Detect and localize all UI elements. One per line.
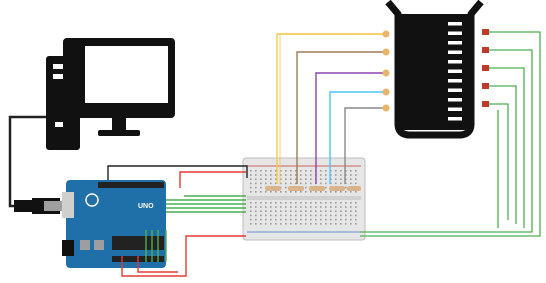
breadboard-hole <box>325 219 327 221</box>
breadboard-hole <box>350 215 352 217</box>
breadboard-hole <box>335 202 337 204</box>
breadboard-hole <box>345 206 347 208</box>
breadboard-hole <box>260 170 262 172</box>
breadboard-hole <box>310 210 312 212</box>
breadboard-hole <box>265 170 267 172</box>
breadboard-hole <box>320 219 322 221</box>
breadboard-hole <box>290 215 292 217</box>
breadboard-hole <box>275 191 277 193</box>
breadboard-hole <box>305 178 307 180</box>
breadboard-hole <box>335 183 337 185</box>
breadboard-hole <box>290 210 292 212</box>
breadboard-hole <box>265 191 267 193</box>
breadboard-hole <box>275 215 277 217</box>
breadboard-hole <box>335 170 337 172</box>
breadboard-hole <box>325 210 327 212</box>
level-mark <box>448 98 462 102</box>
breadboard-hole <box>320 202 322 204</box>
breadboard-hole <box>345 191 347 193</box>
breadboard-hole <box>350 206 352 208</box>
breadboard-hole <box>280 210 282 212</box>
breadboard-hole <box>340 210 342 212</box>
level-mark <box>448 79 462 83</box>
breadboard-hole <box>260 178 262 180</box>
breadboard-hole <box>265 178 267 180</box>
breadboard-hole <box>310 191 312 193</box>
breadboard-hole <box>345 215 347 217</box>
breadboard-hole <box>285 206 287 208</box>
photoresistors <box>383 31 390 112</box>
breadboard-hole <box>330 219 332 221</box>
breadboard-hole <box>270 174 272 176</box>
breadboard-hole <box>280 191 282 193</box>
breadboard-hole <box>325 170 327 172</box>
breadboard-hole <box>305 202 307 204</box>
breadboard-hole <box>350 178 352 180</box>
breadboard-hole <box>295 202 297 204</box>
breadboard-hole <box>295 215 297 217</box>
breadboard-hole <box>290 174 292 176</box>
breadboard-hole <box>260 219 262 221</box>
breadboard-hole <box>310 178 312 180</box>
breadboard-hole <box>325 187 327 189</box>
breadboard-hole <box>295 206 297 208</box>
breadboard-hole <box>310 223 312 225</box>
breadboard-hole <box>260 210 262 212</box>
breadboard-hole <box>260 223 262 225</box>
breadboard-hole <box>355 210 357 212</box>
breadboard-hole <box>340 191 342 193</box>
breadboard-hole <box>345 210 347 212</box>
level-mark <box>448 89 462 93</box>
breadboard-hole <box>265 174 267 176</box>
breadboard-hole <box>295 219 297 221</box>
breadboard-hole <box>305 210 307 212</box>
breadboard-hole <box>355 223 357 225</box>
breadboard-hole <box>275 219 277 221</box>
breadboard-hole <box>355 219 357 221</box>
breadboard-hole <box>330 215 332 217</box>
breadboard-hole <box>320 174 322 176</box>
breadboard-hole <box>300 210 302 212</box>
breadboard-hole <box>290 219 292 221</box>
breadboard-hole <box>265 219 267 221</box>
breadboard-hole <box>355 174 357 176</box>
level-mark <box>448 108 462 112</box>
breadboard-hole <box>280 206 282 208</box>
breadboard-hole <box>350 219 352 221</box>
breadboard-hole <box>310 183 312 185</box>
level-sensors <box>482 29 489 107</box>
breadboard-hole <box>295 210 297 212</box>
breadboard-hole <box>320 170 322 172</box>
breadboard-hole <box>270 191 272 193</box>
breadboard-hole <box>335 219 337 221</box>
breadboard-hole <box>350 223 352 225</box>
breadboard-hole <box>260 174 262 176</box>
breadboard-hole <box>290 178 292 180</box>
breadboard-hole <box>255 183 257 185</box>
breadboard-hole <box>250 191 252 193</box>
breadboard-hole <box>285 187 287 189</box>
breadboard-hole <box>310 219 312 221</box>
breadboard-hole <box>340 178 342 180</box>
breadboard-hole <box>280 223 282 225</box>
breadboard-hole <box>305 170 307 172</box>
breadboard-hole <box>300 202 302 204</box>
breadboard-hole <box>315 215 317 217</box>
breadboard-hole <box>300 174 302 176</box>
breadboard-hole <box>280 215 282 217</box>
breadboard-hole <box>260 215 262 217</box>
breadboard-hole <box>315 202 317 204</box>
breadboard-hole <box>355 170 357 172</box>
breadboard-hole <box>330 210 332 212</box>
breadboard-hole <box>300 215 302 217</box>
breadboard-hole <box>335 178 337 180</box>
breadboard-hole <box>255 219 257 221</box>
beaker-level-gauge-icon <box>388 2 481 135</box>
breadboard-hole <box>345 223 347 225</box>
breadboard-hole <box>275 206 277 208</box>
breadboard-hole <box>255 202 257 204</box>
breadboard-hole <box>285 202 287 204</box>
breadboard-hole <box>250 215 252 217</box>
breadboard-hole <box>255 178 257 180</box>
breadboard-hole <box>270 219 272 221</box>
breadboard-hole <box>305 223 307 225</box>
breadboard-hole <box>305 215 307 217</box>
breadboard-hole <box>340 215 342 217</box>
level-mark <box>448 41 462 45</box>
breadboard-hole <box>320 210 322 212</box>
breadboard-hole <box>330 206 332 208</box>
breadboard-hole <box>310 206 312 208</box>
breadboard-hole <box>270 210 272 212</box>
breadboard-hole <box>320 206 322 208</box>
breadboard-hole <box>250 178 252 180</box>
level-mark <box>448 32 462 36</box>
breadboard-hole <box>255 210 257 212</box>
breadboard-hole <box>260 202 262 204</box>
breadboard-hole <box>310 202 312 204</box>
breadboard-hole <box>270 170 272 172</box>
breadboard-hole <box>320 178 322 180</box>
breadboard-hole <box>355 183 357 185</box>
breadboard-hole <box>260 187 262 189</box>
breadboard-hole <box>270 183 272 185</box>
breadboard-hole <box>270 202 272 204</box>
breadboard-hole <box>275 202 277 204</box>
breadboard-hole <box>275 210 277 212</box>
breadboard-hole <box>310 174 312 176</box>
breadboard-hole <box>290 202 292 204</box>
breadboard-hole <box>340 223 342 225</box>
breadboard-hole <box>325 223 327 225</box>
breadboard-hole <box>305 174 307 176</box>
breadboard-hole <box>265 202 267 204</box>
breadboard-hole <box>340 219 342 221</box>
breadboard-hole <box>325 174 327 176</box>
breadboard-hole <box>290 223 292 225</box>
level-mark <box>448 22 462 26</box>
breadboard-hole <box>285 178 287 180</box>
breadboard-hole <box>355 191 357 193</box>
breadboard-hole <box>325 206 327 208</box>
breadboard-hole <box>335 174 337 176</box>
breadboard-hole <box>250 202 252 204</box>
breadboard-hole <box>350 183 352 185</box>
breadboard-hole <box>285 191 287 193</box>
breadboard-hole <box>340 202 342 204</box>
breadboard-hole <box>350 174 352 176</box>
breadboard-hole <box>250 210 252 212</box>
breadboard-hole <box>255 215 257 217</box>
breadboard-hole <box>345 219 347 221</box>
breadboard-hole <box>285 219 287 221</box>
breadboard-hole <box>335 191 337 193</box>
arduino-uno-board <box>62 180 166 268</box>
breadboard-hole <box>340 183 342 185</box>
breadboard-hole <box>330 223 332 225</box>
breadboard-hole <box>320 223 322 225</box>
breadboard-hole <box>255 206 257 208</box>
breadboard-hole <box>270 223 272 225</box>
breadboard <box>243 158 365 240</box>
breadboard-hole <box>355 178 357 180</box>
breadboard-hole <box>350 170 352 172</box>
breadboard-hole <box>250 170 252 172</box>
breadboard-hole <box>300 206 302 208</box>
breadboard-hole <box>255 174 257 176</box>
breadboard-hole <box>315 191 317 193</box>
breadboard-hole <box>265 210 267 212</box>
breadboard-hole <box>260 206 262 208</box>
breadboard-hole <box>330 191 332 193</box>
breadboard-hole <box>290 206 292 208</box>
breadboard-hole <box>335 206 337 208</box>
breadboard-hole <box>315 206 317 208</box>
breadboard-hole <box>270 215 272 217</box>
breadboard-hole <box>260 183 262 185</box>
breadboard-hole <box>325 178 327 180</box>
breadboard-hole <box>265 183 267 185</box>
breadboard-hole <box>255 187 257 189</box>
breadboard-hole <box>305 183 307 185</box>
board-label: UNO <box>138 203 154 210</box>
breadboard-hole <box>250 223 252 225</box>
breadboard-hole <box>265 215 267 217</box>
level-mark <box>448 70 462 74</box>
breadboard-hole <box>285 183 287 185</box>
breadboard-hole <box>350 202 352 204</box>
breadboard-hole <box>295 223 297 225</box>
breadboard-hole <box>340 174 342 176</box>
breadboard-hole <box>340 170 342 172</box>
breadboard-hole <box>250 219 252 221</box>
breadboard-hole <box>355 202 357 204</box>
breadboard-hole <box>325 191 327 193</box>
breadboard-hole <box>285 223 287 225</box>
breadboard-hole <box>300 183 302 185</box>
breadboard-hole <box>250 174 252 176</box>
breadboard-hole <box>300 223 302 225</box>
breadboard-hole <box>335 215 337 217</box>
breadboard-hole <box>285 210 287 212</box>
breadboard-hole <box>255 191 257 193</box>
breadboard-hole <box>355 206 357 208</box>
breadboard-hole <box>340 206 342 208</box>
breadboard-hole <box>310 215 312 217</box>
breadboard-hole <box>290 170 292 172</box>
breadboard-hole <box>305 187 307 189</box>
breadboard-hole <box>280 202 282 204</box>
breadboard-hole <box>305 191 307 193</box>
level-mark <box>448 117 462 121</box>
breadboard-hole <box>270 206 272 208</box>
breadboard-hole <box>250 187 252 189</box>
breadboard-hole <box>285 174 287 176</box>
breadboard-hole <box>345 202 347 204</box>
breadboard-hole <box>300 170 302 172</box>
breadboard-hole <box>255 170 257 172</box>
breadboard-hole <box>290 191 292 193</box>
breadboard-hole <box>280 219 282 221</box>
breadboard-hole <box>350 191 352 193</box>
breadboard-hole <box>305 219 307 221</box>
breadboard-hole <box>265 206 267 208</box>
breadboard-hole <box>315 223 317 225</box>
breadboard-hole <box>325 183 327 185</box>
breadboard-hole <box>265 223 267 225</box>
breadboard-hole <box>325 215 327 217</box>
breadboard-hole <box>315 219 317 221</box>
breadboard-hole <box>275 223 277 225</box>
breadboard-hole <box>320 191 322 193</box>
breadboard-hole <box>300 219 302 221</box>
breadboard-hole <box>310 170 312 172</box>
breadboard-hole <box>300 191 302 193</box>
breadboard-hole <box>285 215 287 217</box>
breadboard-hole <box>305 206 307 208</box>
breadboard-hole <box>290 183 292 185</box>
breadboard-hole <box>250 206 252 208</box>
level-mark <box>448 51 462 55</box>
breadboard-hole <box>325 202 327 204</box>
breadboard-hole <box>320 215 322 217</box>
breadboard-hole <box>320 183 322 185</box>
breadboard-hole <box>350 210 352 212</box>
breadboard-hole <box>355 215 357 217</box>
breadboard-hole <box>295 191 297 193</box>
breadboard-hole <box>285 170 287 172</box>
breadboard-hole <box>330 202 332 204</box>
breadboard-hole <box>315 210 317 212</box>
breadboard-hole <box>260 191 262 193</box>
desktop-computer-icon <box>46 38 175 150</box>
breadboard-hole <box>335 210 337 212</box>
breadboard-hole <box>345 187 347 189</box>
breadboard-hole <box>250 183 252 185</box>
breadboard-hole <box>300 178 302 180</box>
breadboard-hole <box>255 223 257 225</box>
level-mark <box>448 60 462 64</box>
breadboard-hole <box>335 223 337 225</box>
breadboard-hole <box>270 178 272 180</box>
